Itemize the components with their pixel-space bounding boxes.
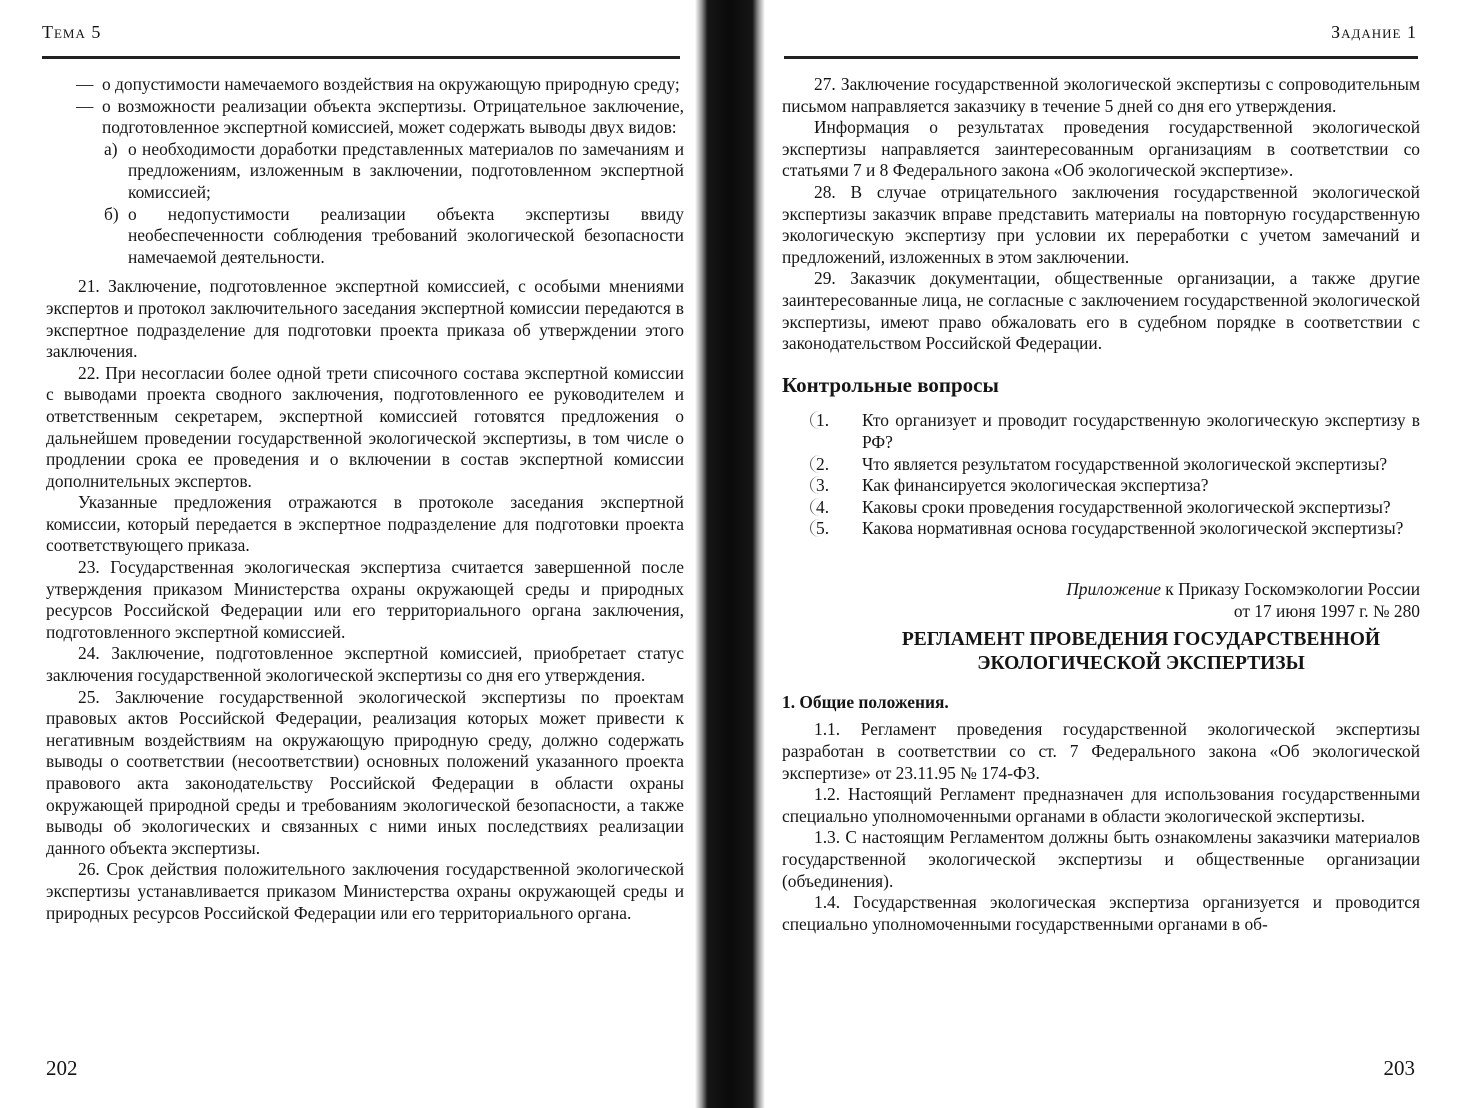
left-page-body: [46, 74, 684, 924]
paragraph-28: 28. В случае отрицательного заключения государственной экологической экспертизы заказчик вправе представить материалы на повторную государственную экологическую экспертизу при условии их переработки с учетом замечаний и предложений, изложенных в этом заключении.: [782, 181, 1420, 267]
question-number: 2.: [816, 454, 862, 476]
header-rule-left: [42, 56, 680, 59]
appendix-reference: [782, 578, 1420, 622]
paragraph-22: 22. При несогласии более одной трети списочного состава экспертной комиссии с выводами проекта сводного заключения, подготовленного ее руководителем и ответственным секретарем, экспертной комиссией готовятся предложения о дальнейшем проведении государственной экологической экспертизы, в том числе о продлении срока ее проведения и о включении в состав экспертной комиссии дополнительных экспертов.: [46, 362, 684, 491]
sub-item-text: о необходимости доработки представленных материалов по замечаниям и предложениям, изложенным в заключении, подготовленном экспертной комиссией;: [128, 138, 684, 202]
question-text: Какова нормативная основа государственной экологической экспертизы?: [862, 518, 1404, 539]
right-page: [760, 0, 1459, 1108]
sub-item-marker: б): [104, 203, 119, 224]
section-paragraph-1-4: 1.4. Государственная экологическая экспертиза организуется и проводится специально уполномоченными государственными органами в об-: [782, 892, 1420, 934]
header-rule-right: [784, 56, 1418, 59]
paragraph-21: 21. Заключение, подготовленное экспертной комиссией, с особыми мнениями экспертов и протокол заключительного заседания экспертной комиссии передаются в экспертное подразделение для подготовки проекта приказа об утверждении этого заключения.: [46, 276, 684, 362]
page-number-right: 203: [1383, 1056, 1415, 1080]
sub-item-text: о недопустимости реализации объекта экспертизы ввиду необеспеченности соблюдения требований экологической безопасности намечаемой деятельности.: [128, 203, 684, 267]
dash-item-text: о допустимости намечаемого воздействия на окружающую природную среду;: [102, 74, 680, 94]
sub-item-marker: а): [104, 138, 118, 159]
dash-item: [46, 96, 684, 139]
paragraph-25: 25. Заключение государственной экологической экспертизы по проектам правовых актов Российской Федерации, реализация которых может привести к негативным воздействиям на окружающую природную среду, должно содержать выводы о соответствии (несоответствии) основных положений указанного проекта правового акта законодательству Российской Федерации в области охраны окружающей природной среды и требованиям экологической безопасности, а также выводы об экологических и связанных с ними иных последствиях реализации данного объекта экспертизы.: [46, 686, 684, 858]
question-text: Каковы сроки проведения государственной экологической экспертизы?: [862, 496, 1391, 517]
book-spine-shadow: [695, 0, 765, 1108]
regulation-title-line: ЭКОЛОГИЧЕСКОЙ ЭКСПЕРТИЗЫ: [977, 652, 1305, 674]
question-text: Что является результатом государственной экологической экспертизы?: [862, 453, 1388, 474]
page-number-left: 202: [46, 1056, 78, 1080]
running-head-left: Тема 5: [42, 22, 102, 42]
paragraph-24: 24. Заключение, подготовленное экспертной комиссией, приобретает статус заключения государственной экологической экспертизы со дня его утверждения.: [46, 643, 684, 686]
section-paragraph-1-2: 1.2. Настоящий Регламент предназначен для использования государственными специально уполномоченными органами в области экологической экспертизы.: [782, 784, 1420, 826]
question-number: 5.: [816, 518, 862, 540]
question-text: Как финансируется экологическая экспертиза?: [862, 475, 1209, 496]
sub-item: [46, 139, 684, 204]
paragraph-26: 26. Срок действия положительного заключения государственной экологической экспертизы устанавливается приказом Министерства охраны окружающей среды и природных ресурсов Российской Федерации или его территориального органа.: [46, 859, 684, 923]
paragraph-22-cont: Указанные предложения отражаются в протоколе заседания экспертной комиссии, который передается в экспертное подразделение для подготовки проекта соответствующего приказа.: [46, 492, 684, 556]
section-heading: 1. Общие положения.: [782, 691, 949, 712]
question-item: [782, 475, 1420, 497]
section-paragraph-1-1: 1.1. Регламент проведения государственной экологической экспертизы разработан в соответствии со ст. 7 Федерального закона «Об экологической экспертизе» от 23.11.95 № 174-ФЗ.: [782, 719, 1420, 783]
question-item: [782, 497, 1420, 519]
dash-marker: —: [76, 74, 94, 94]
dash-item: [46, 74, 684, 96]
regulation-title: [782, 628, 1420, 676]
appendix-label: Приложение: [1066, 578, 1161, 599]
question-number: 3.: [816, 475, 862, 497]
appendix-order: к Приказу Госкомэкологии России: [1160, 578, 1420, 599]
question-number: 4.: [816, 497, 862, 519]
paragraph-29: 29. Заказчик документации, общественные организации, а также другие заинтересованные лица, не согласные с заключением государственной экологической экспертизы, имеют право обжаловать его в судебном порядке в соответствии с законодательством Российской Федерации.: [782, 268, 1420, 354]
left-page: [0, 0, 700, 1108]
dash-marker: —: [76, 95, 94, 116]
paragraph-27: 27. Заключение государственной экологической экспертизы с сопроводительным письмом направляется заказчику в течение 5 дней со дня его утверждения.: [782, 74, 1420, 116]
appendix-date: от 17 июня 1997 г. № 280: [1233, 600, 1420, 621]
regulation-title-line: РЕГЛАМЕНТ ПРОВЕДЕНИЯ ГОСУДАРСТВЕННОЙ: [901, 628, 1381, 650]
right-page-body: [782, 74, 1420, 935]
question-item: [782, 454, 1420, 476]
question-number: 1.: [816, 410, 862, 453]
paragraph-23: 23. Государственная экологическая экспертиза считается завершенной после утверждения приказом Министерства охраны окружающей среды и природных ресурсов Российской Федерации или его территориального органа заключения, подготовленного экспертной комиссией.: [46, 557, 684, 642]
question-item: [782, 518, 1420, 540]
question-text: Кто организует и проводит государственную экологическую экспертизу в РФ?: [862, 410, 1420, 452]
sub-item: [46, 204, 684, 269]
questions-heading: Контрольные вопросы: [782, 372, 999, 397]
question-item: [782, 410, 1420, 453]
running-head-right: Задание 1: [1331, 22, 1417, 42]
section-paragraph-1-3: 1.3. С настоящим Регламентом должны быть ознакомлены заказчики материалов государственной экологической экспертизы и общественные организации (объединения).: [782, 827, 1420, 891]
paragraph-27-info: Информация о результатах проведения государственной экологической экспертизы направляется заинтересованным организациям в соответствии со статьями 7 и 8 Федерального закона «Об экологической экспертизе».: [782, 117, 1420, 181]
dash-item-text: о возможности реализации объекта экспертизы. Отрицательное заключение, подготовленное экспертной комиссией, может содержать выводы двух видов:: [102, 95, 684, 138]
